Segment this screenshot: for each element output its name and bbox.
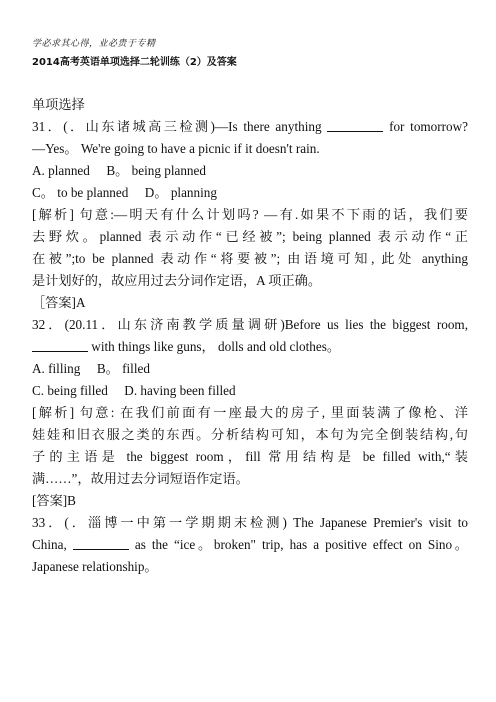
- header-motto: 学必求其心得，业必贵于专精: [32, 38, 156, 48]
- answer-blank: [32, 339, 88, 352]
- question-31-stem-line2: —Yes。 We're going to have a picnic if it doesn't rain.: [32, 141, 320, 156]
- question-33-stem-line1: 33．(．淄博一中第一学期期末检测) The Japanese Premier's visit to: [32, 515, 468, 530]
- question-31-explanation-line2: 去野炊。planned 表示动作“已经被”; being planned 表示动作“正: [32, 229, 468, 244]
- question-32-explanation-line2: 娃娃和旧衣服之类的东西。分析结构可知，本句为完全倒装结构,句: [32, 427, 468, 442]
- question-32-stem-line1: 32．(20.11．山东济南教学质量调研)Before us lies the biggest room,: [32, 317, 468, 332]
- question-33-stem-line3: Japanese relationship。: [32, 559, 158, 574]
- question-32-explanation-line3: 子的主语是 the biggest room，fill 常用结构是 be filled with,“装: [32, 449, 468, 464]
- answer-blank: [73, 537, 129, 550]
- question-32-options-ab: A. filling B。 filled: [32, 361, 150, 376]
- question-31-answer: ［答案]A: [32, 295, 86, 310]
- header-title: 2014高考英语单项选择二轮训练（2）及答案: [32, 57, 237, 68]
- question-32-options-cd: C. being filled D. having been filled: [32, 383, 236, 398]
- question-31-explanation-line4: 是计划好的，故应用过去分词作定语，A 项正确。: [32, 273, 322, 288]
- question-31-explanation-line3: 在被”;to be planned 表动作“将要被”; 由语境可知, 此处 anything: [32, 251, 468, 266]
- document-body: [32, 94, 468, 578]
- question-33-stem-line2: China, as the “ice。broken" trip, has a positive effect on Sino。: [32, 537, 468, 552]
- question-31-explanation-line1: [解析] 句意:—明天有什么计划吗? —有.如果不下雨的话，我们要: [32, 207, 468, 222]
- question-32-explanation-line4: 满……”，故用过去分词短语作定语。: [32, 471, 249, 486]
- question-32-answer: [答案]B: [32, 493, 76, 508]
- question-31-options-cd: C。 to be planned D。 planning: [32, 185, 217, 200]
- question-32-explanation-line1: [解析] 句意: 在我们前面有一座最大的房子, 里面装满了像枪、洋: [32, 405, 468, 420]
- section-title: 单项选择: [32, 97, 85, 112]
- answer-blank: [327, 119, 383, 132]
- question-31-options-ab: A. planned B。 being planned: [32, 163, 206, 178]
- question-32-stem-line2: with things like guns， dolls and old clothes。: [32, 336, 468, 358]
- question-31-stem-line1: 31．(．山东诸城高三检测)—Is there anything for tomorrow?: [32, 119, 469, 134]
